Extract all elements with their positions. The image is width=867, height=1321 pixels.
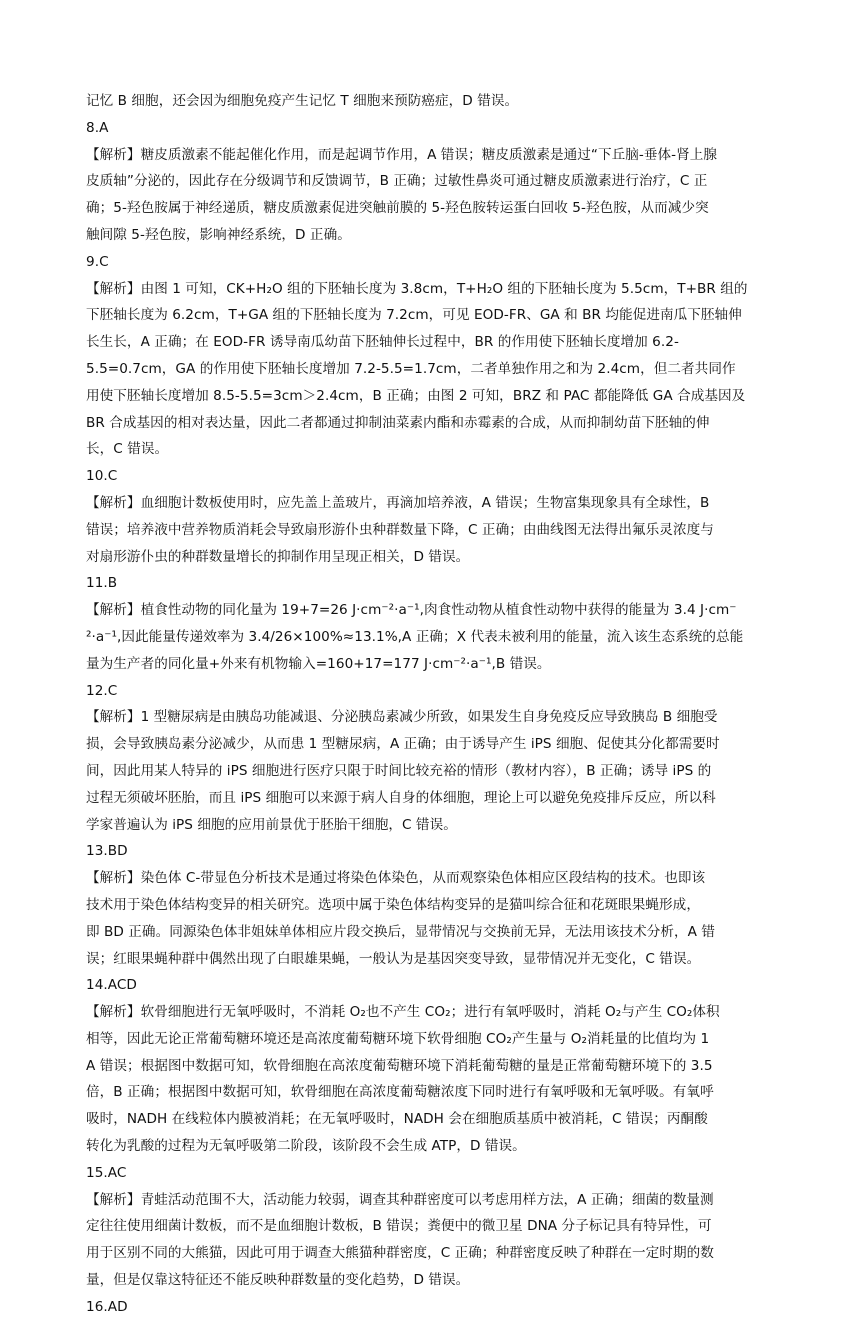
answer-number: 11.B [86, 575, 118, 592]
answer-number: 10.C [86, 468, 118, 485]
text-line: 【解析】血细胞计数板使用时，应先盖上盖玻片，再滴加培养液，A 错误；生物富集现象具有全球性，B [86, 494, 710, 511]
text-line: 用使下胚轴长度增加 8.5-5.5=3cm＞2.4cm，B 正确；由图 2 可知，BRZ 和 PAC 都能降低 GA 合成基因及 [86, 387, 746, 404]
text-line: 即 BD 正确。同源染色体非姐妹单体相应片段交换后，显带情况与交换前无异，无法用该技术分析，A 错 [86, 923, 716, 940]
answer-number: 9.C [86, 253, 109, 270]
text-line: 【解析】植食性动物的同化量为 19+7=26 J·cm⁻²·a⁻¹,肉食性动物从植食性动物中获得的能量为 3.4 J·cm⁻ [86, 602, 737, 619]
text-line: 【解析】软骨细胞进行无氧呼吸时，不消耗 O₂也不产生 CO₂；进行有氧呼吸时，消耗 O₂与产生 CO₂体积 [86, 1004, 720, 1021]
text-line: BR 合成基因的相对表达量，因此二者都通过抑制油菜素内酯和赤霉素的合成，从而抑制幼苗下胚轴的伸 [86, 414, 710, 431]
explanation-paragraph [86, 865, 785, 972]
answer-number: 14.ACD [86, 977, 137, 994]
text-line: ²·a⁻¹,因此能量传递效率为 3.4/26×100%≈13.1%,A 正确；X 代表未被利用的能量，流入该生态系统的总能 [86, 628, 744, 645]
text-line: 过程无须破坏胚胎，而且 iPS 细胞可以来源于病人自身的体细胞，理论上可以避免免疫排斥反应，所以科 [86, 789, 716, 806]
text-line: 技术用于染色体结构变异的相关研究。选项中属于染色体结构变异的是猫叫综合征和花斑眼果蝇形成， [86, 896, 700, 913]
explanation-paragraph [86, 1187, 785, 1294]
text-line: 【解析】青蛙活动范围不大，活动能力较弱，调查其种群密度可以考虑用样方法，A 正确；细菌的数量测 [86, 1191, 714, 1208]
text-line: 定往往使用细菌计数板，而不是血细胞计数板，B 错误；粪便中的微卫星 DNA 分子标记具有特异性，可 [86, 1218, 712, 1235]
text-line: 【解析】由图 1 可知，CK+H₂O 组的下胚轴长度为 3.8cm，T+H₂O 组的下胚轴长度为 5.5cm，T+BR 组的 [86, 280, 748, 297]
text-line: 量，但是仅靠这特征还不能反映种群数量的变化趋势，D 错误。 [86, 1272, 470, 1289]
text-line: 皮质轴”分泌的，因此存在分级调节和反馈调节，B 正确；过敏性鼻炎可通过糖皮质激素进行治疗，C 正 [86, 173, 708, 190]
text-line: 【解析】糖皮质激素不能起催化作用，而是起调节作用，A 错误；糖皮质激素是通过“下丘脑-垂体-肾上腺 [86, 146, 718, 163]
text-line: 【解析】1 型糖尿病是由胰岛功能减退、分泌胰岛素减少所致，如果发生自身免疫反应导致胰岛 B 细胞受 [86, 709, 718, 726]
text-line: 间，因此用某人特异的 iPS 细胞进行医疗只限于时间比较充裕的情形（教材内容），B 正确；诱导 iPS 的 [86, 762, 712, 779]
explanation-paragraph [86, 142, 785, 249]
explanation-paragraph [86, 704, 785, 838]
answer-number: 16.AD [86, 1298, 128, 1315]
text-line: A 错误；根据图中数据可知，软骨细胞在高浓度葡萄糖环境下消耗葡萄糖的量是正常葡萄糖环境下的 3.5 [86, 1057, 713, 1074]
text-line: 学家普遍认为 iPS 细胞的应用前景优于胚胎干细胞，C 错误。 [86, 816, 457, 833]
continued-paragraph [86, 88, 785, 115]
text-line: 对扇形游仆虫的种群数量增长的抑制作用呈现正相关，D 错误。 [86, 548, 470, 565]
explanation-paragraph [86, 490, 785, 570]
text-line: 误；红眼果蝇种群中偶然出现了白眼雄果蝇，一般认为是基因突变导致，显带情况并无变化，C 错误。 [86, 950, 701, 967]
text-line: 触间隙 5-羟色胺，影响神经系统，D 正确。 [86, 226, 351, 243]
text-line: 长，C 错误。 [86, 441, 169, 458]
text-line: 5.5=0.7cm，GA 的作用使下胚轴长度增加 7.2-5.5=1.7cm，二者单独作用之和为 2.4cm，但二者共同作 [86, 360, 736, 377]
answer-number: 13.BD [86, 843, 128, 860]
text-line: 吸时，NADH 在线粒体内膜被消耗；在无氧呼吸时，NADH 会在细胞质基质中被消耗，C 错误；丙酮酸 [86, 1111, 708, 1128]
text-line: 损，会导致胰岛素分泌减少，从而患 1 型糖尿病，A 正确；由于诱导产生 iPS 细胞、促使其分化都需要时 [86, 736, 720, 753]
text-line: 倍，B 正确；根据图中数据可知，软骨细胞在高浓度葡萄糖浓度下同时进行有氧呼吸和无氧呼吸。有氧呼 [86, 1084, 714, 1101]
text-line: 相等，因此无论正常葡萄糖环境还是高浓度葡萄糖环境下软骨细胞 CO₂产生量与 O₂消耗量的比值均为 1 [86, 1030, 710, 1047]
answer-number: 12.C [86, 682, 118, 699]
answer-number: 15.AC [86, 1164, 127, 1181]
text-line: 用于区别不同的大熊猫，因此可用于调查大熊猫种群密度，C 正确；种群密度反映了种群在一定时期的数 [86, 1245, 714, 1262]
text-line: 下胚轴长度为 6.2cm，T+GA 组的下胚轴长度为 7.2cm，可见 EOD-FR、GA 和 BR 均能促进南瓜下胚轴伸 [86, 307, 742, 324]
text-line: 记忆 B 细胞，还会因为细胞免疫产生记忆 T 细胞来预防癌症，D 错误。 [86, 93, 519, 109]
text-line: 量为生产者的同化量+外来有机物输入=160+17=177 J·cm⁻²·a⁻¹,B 错误。 [86, 655, 551, 672]
explanation-paragraph [86, 597, 785, 677]
text-line: 转化为乳酸的过程为无氧呼吸第二阶段，该阶段不会生成 ATP，D 错误。 [86, 1138, 526, 1155]
answer-number: 8.A [86, 119, 109, 136]
text-line: 长生长，A 正确；在 EOD-FR 诱导南瓜幼苗下胚轴伸长过程中，BR 的作用使下胚轴长度增加 6.2- [86, 334, 679, 351]
text-line: 错误；培养液中营养物质消耗会导致扇形游仆虫种群数量下降，C 正确；由曲线图无法得出氟乐灵浓度与 [86, 521, 714, 538]
text-line: 确；5-羟色胺属于神经递质，糖皮质激素促进突触前膜的 5-羟色胺转运蛋白回收 5-羟色胺，从而减少突 [86, 200, 709, 217]
explanation-paragraph [86, 999, 785, 1160]
text-line: 【解析】染色体 C-带显色分析技术是通过将染色体染色，从而观察染色体相应区段结构的技术。也即该 [86, 870, 706, 887]
explanation-paragraph [86, 276, 785, 464]
